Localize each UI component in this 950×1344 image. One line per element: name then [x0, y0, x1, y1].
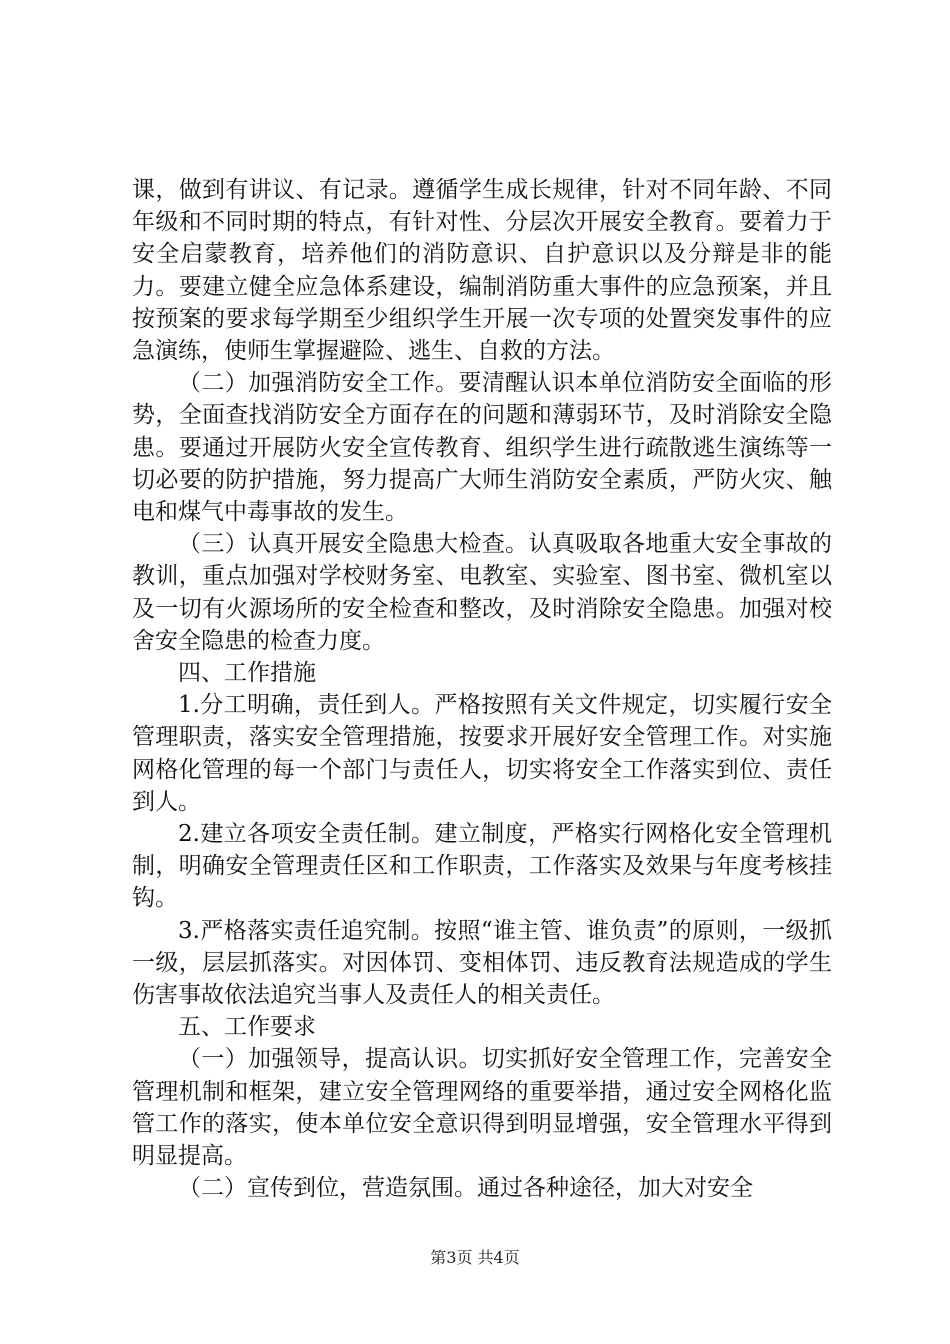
- paragraph-measure-2: 2.建立各项安全责任制。建立制度，严格实行网格化安全管理机制，明确安全管理责任区和工作职责，工作落实及效果与年度考核挂钩。: [132, 821, 832, 912]
- paragraph-2: （二）加强消防安全工作。要清醒认识本单位消防安全面临的形势，全面查找消防安全方面存在的问题和薄弱环节，及时消除安全隐患。要通过开展防火安全宣传教育、组织学生进行疏散逃生演练等一切必要的防护措施，努力提高广大师生消防安全素质，严防火灾、触电和煤气中毒事故的发生。: [132, 370, 832, 526]
- paragraph-1: 课，做到有讲议、有记录。遵循学生成长规律，针对不同年龄、不同年级和不同时期的特点，有针对性、分层次开展安全教育。要着力于安全启蒙教育，培养他们的消防意识、自护意识以及分辩是非的能力。要建立健全应急体系建设，编制消防重大事件的应急预案，并且按预案的要求每学期至少组织学生开展一次专项的处置突发事件的应急演练，使师生掌握避险、逃生、自救的方法。: [132, 177, 832, 365]
- paragraph-requirement-2: （二）宣传到位，营造氛围。通过各种途径，加大对安全: [178, 1175, 753, 1202]
- section-heading-measures: 四、工作措施: [178, 660, 316, 687]
- paragraph-3: （三）认真开展安全隐患大检查。认真吸取各地重大安全事故的教训，重点加强对学校财务室、电教室、实验室、图书室、微机室以及一切有火源场所的安全检查和整改，及时消除安全隐患。加强对校舍安全隐患的检查力度。: [132, 531, 832, 654]
- paragraph-measure-1: 1.分工明确，责任到人。严格按照有关文件规定，切实履行安全管理职责，落实安全管理措施，按要求开展好安全管理工作。对实施网格化管理的每一个部门与责任人，切实将安全工作落实到位、责任到人。: [132, 692, 832, 815]
- page-footer: 第3页 共4页: [430, 1248, 520, 1267]
- section-heading-requirements: 五、工作要求: [178, 1014, 316, 1041]
- document-body: [132, 174, 832, 1205]
- paragraph-requirement-1: （一）加强领导，提高认识。切实抓好安全管理工作，完善安全管理机制和框架，建立安全管理网络的重要举措，通过安全网格化监管工作的落实，使本单位安全意识得到明显增强，安全管理水平得到明显提高。: [132, 1046, 832, 1170]
- paragraph-measure-3: 3.严格落实责任追究制。按照“谁主管、谁负责”的原则，一级抓一级，层层抓落实。对因体罚、变相体罚、违反教育法规造成的学生伤害事故依法追究当事人及责任人的相关责任。: [132, 917, 832, 1009]
